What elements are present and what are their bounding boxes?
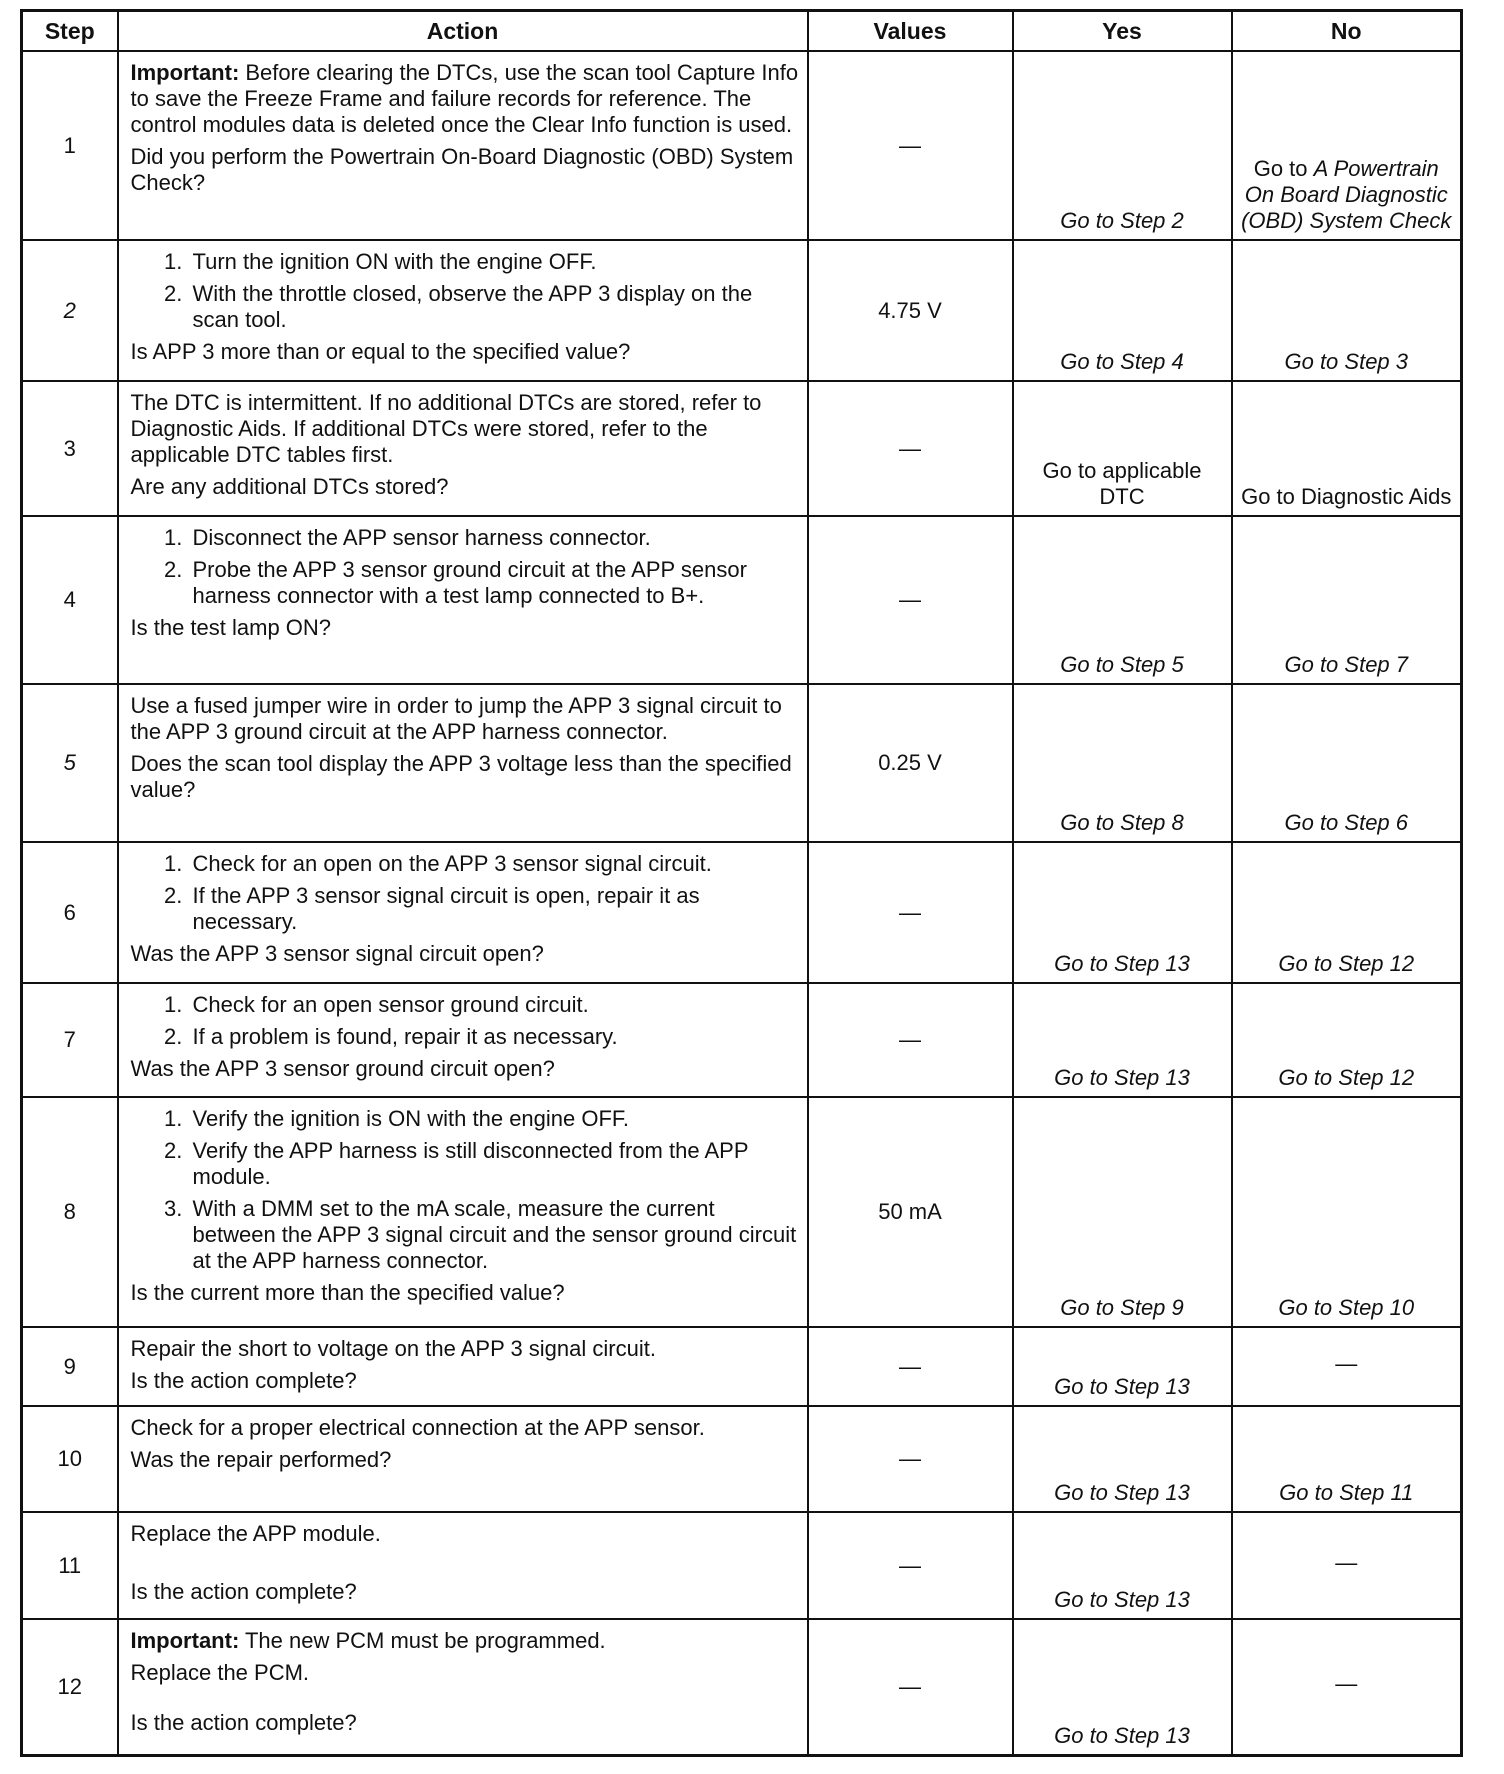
yes-cell: Go to Step 9 [1013, 1097, 1232, 1327]
action-question: Does the scan tool display the APP 3 voltage less than the specified value? [130, 751, 792, 802]
step-number: 6 [22, 842, 118, 983]
table-row-step-6 [22, 842, 1462, 983]
action-question: Are any additional DTCs stored? [130, 474, 449, 499]
important-label: Important: [130, 1628, 240, 1653]
action-question: Is the current more than the specified value? [130, 1280, 565, 1305]
header-values: Values [808, 11, 1013, 52]
action-cell [118, 983, 808, 1097]
no-cell [1232, 51, 1462, 240]
action-question: Was the repair performed? [130, 1447, 392, 1472]
yes-cell: Go to Step 13 [1013, 983, 1232, 1097]
action-steps [131, 992, 799, 1050]
header-yes: Yes [1013, 11, 1232, 52]
action-step-item: 3. With a DMM set to the mA scale, measure the current between the APP 3 signal circuit and the sensor ground circuit at the APP harness connector. [189, 1196, 799, 1274]
diagnostic-table-page [20, 9, 1460, 1757]
table-row-step-4 [22, 516, 1462, 684]
step-number: 10 [22, 1406, 118, 1512]
action-question: Is the action complete? [130, 1579, 357, 1604]
yes-cell: Go to Step 13 [1013, 1406, 1232, 1512]
action-question: Did you perform the Powertrain On-Board Diagnostic (OBD) System Check? [130, 144, 794, 195]
action-text: Replace the PCM. [130, 1660, 310, 1685]
action-step-item: 2. If a problem is found, repair it as necessary. [189, 1024, 799, 1050]
action-step-item: 2. Verify the APP harness is still disconnected from the APP module. [189, 1138, 799, 1190]
values-cell: — [808, 381, 1013, 516]
action-question: Is the action complete? [130, 1710, 357, 1735]
values-cell: — [808, 1327, 1013, 1406]
no-prefix: Go to [1253, 156, 1314, 181]
yes-cell: Go to Step 13 [1013, 1619, 1232, 1755]
step-number: 3 [22, 381, 118, 516]
step-number: 1 [22, 51, 118, 240]
table-row-step-11 [22, 1512, 1462, 1619]
no-cell: Go to Step 11 [1232, 1406, 1462, 1512]
table-row-step-2 [22, 240, 1462, 381]
values-cell: — [808, 983, 1013, 1097]
step-number: 2 [22, 240, 118, 381]
no-cell: Go to Step 12 [1232, 842, 1462, 983]
action-text: Use a fused jumper wire in order to jump the APP 3 signal circuit to the APP 3 ground circuit at the APP harness connector. [130, 693, 782, 744]
no-link-text: A Powertrain On Board Diagnostic (OBD) System Check [1241, 156, 1452, 233]
action-step-item: 1. Check for an open on the APP 3 sensor signal circuit. [189, 851, 799, 877]
table-row-step-5 [22, 684, 1462, 842]
values-cell: — [808, 1406, 1013, 1512]
values-cell: — [808, 1512, 1013, 1619]
table-row-step-10 [22, 1406, 1462, 1512]
action-text: Check for a proper electrical connection at the APP sensor. [130, 1415, 705, 1440]
action-step-item: 1. Disconnect the APP sensor harness connector. [189, 525, 799, 551]
action-question: Was the APP 3 sensor signal circuit open? [130, 941, 544, 966]
no-cell: Go to Step 6 [1232, 684, 1462, 842]
no-cell: Go to Step 7 [1232, 516, 1462, 684]
important-text: Before clearing the DTCs, use the scan tool Capture Info to save the Freeze Frame and failure records for reference. The control modules data is deleted once the Clear Info function is used. [130, 60, 799, 137]
action-question: Was the APP 3 sensor ground circuit open? [130, 1056, 555, 1081]
table-row-step-7 [22, 983, 1462, 1097]
values-cell: — [808, 1619, 1013, 1755]
header-row [22, 11, 1462, 52]
action-steps [131, 851, 799, 935]
action-cell [118, 381, 808, 516]
step-number: 11 [22, 1512, 118, 1619]
important-text: The new PCM must be programmed. [239, 1628, 606, 1653]
important-note [131, 60, 799, 138]
action-cell [118, 1512, 808, 1619]
action-step-item: 1. Check for an open sensor ground circuit. [189, 992, 799, 1018]
table-row-step-1 [22, 51, 1462, 240]
no-cell: Go to Step 12 [1232, 983, 1462, 1097]
action-steps [131, 1106, 799, 1274]
action-cell [118, 516, 808, 684]
values-cell: — [808, 842, 1013, 983]
action-step-item: 2. Probe the APP 3 sensor ground circuit at the APP sensor harness connector with a test lamp connected to B+. [189, 557, 799, 609]
table-row-step-3 [22, 381, 1462, 516]
action-step-item: 1. Turn the ignition ON with the engine OFF. [189, 249, 799, 275]
action-question: Is the test lamp ON? [130, 615, 332, 640]
action-cell [118, 684, 808, 842]
step-number: 5 [22, 684, 118, 842]
no-cell: Go to Step 10 [1232, 1097, 1462, 1327]
yes-cell: Go to Step 13 [1013, 1327, 1232, 1406]
yes-cell: Go to Step 5 [1013, 516, 1232, 684]
header-action: Action [118, 11, 808, 52]
important-note [131, 1628, 799, 1654]
values-cell: 50 mA [808, 1097, 1013, 1327]
no-cell: Go to Step 3 [1232, 240, 1462, 381]
table-row-step-8 [22, 1097, 1462, 1327]
step-number: 4 [22, 516, 118, 684]
step-number: 8 [22, 1097, 118, 1327]
important-label: Important: [130, 60, 240, 85]
action-cell [118, 240, 808, 381]
diagnostic-table [20, 9, 1463, 1757]
action-text: The DTC is intermittent. If no additional DTCs are stored, refer to Diagnostic Aids. If additional DTCs were stored, refer to the applicable DTC tables first. [130, 390, 762, 467]
table-row-step-12 [22, 1619, 1462, 1755]
header-step: Step [22, 11, 118, 52]
yes-cell: Go to Step 13 [1013, 1512, 1232, 1619]
values-cell: 0.25 V [808, 684, 1013, 842]
yes-cell: Go to Step 8 [1013, 684, 1232, 842]
step-number: 7 [22, 983, 118, 1097]
no-cell: Go to Diagnostic Aids [1232, 381, 1462, 516]
table-row-step-9 [22, 1327, 1462, 1406]
action-steps [131, 249, 799, 333]
action-cell [118, 1327, 808, 1406]
action-steps [131, 525, 799, 609]
header-no: No [1232, 11, 1462, 52]
action-text: Repair the short to voltage on the APP 3 signal circuit. [130, 1336, 656, 1361]
action-cell [118, 1619, 808, 1755]
action-step-item: 2. With the throttle closed, observe the APP 3 display on the scan tool. [189, 281, 799, 333]
step-number: 9 [22, 1327, 118, 1406]
action-step-item: 2. If the APP 3 sensor signal circuit is open, repair it as necessary. [189, 883, 799, 935]
yes-cell: Go to applicable DTC [1013, 381, 1232, 516]
action-cell [118, 51, 808, 240]
no-cell: — [1232, 1327, 1462, 1406]
action-step-item: 1. Verify the ignition is ON with the engine OFF. [189, 1106, 799, 1132]
yes-cell: Go to Step 4 [1013, 240, 1232, 381]
values-cell: — [808, 51, 1013, 240]
action-cell [118, 842, 808, 983]
step-number: 12 [22, 1619, 118, 1755]
yes-cell: Go to Step 2 [1013, 51, 1232, 240]
no-cell: — [1232, 1512, 1462, 1619]
action-cell [118, 1097, 808, 1327]
action-question: Is the action complete? [130, 1368, 357, 1393]
yes-cell: Go to Step 13 [1013, 842, 1232, 983]
action-cell [118, 1406, 808, 1512]
action-text: Replace the APP module. [130, 1521, 381, 1546]
values-cell: — [808, 516, 1013, 684]
values-cell: 4.75 V [808, 240, 1013, 381]
no-cell: — [1232, 1619, 1462, 1755]
action-question: Is APP 3 more than or equal to the specified value? [130, 339, 631, 364]
